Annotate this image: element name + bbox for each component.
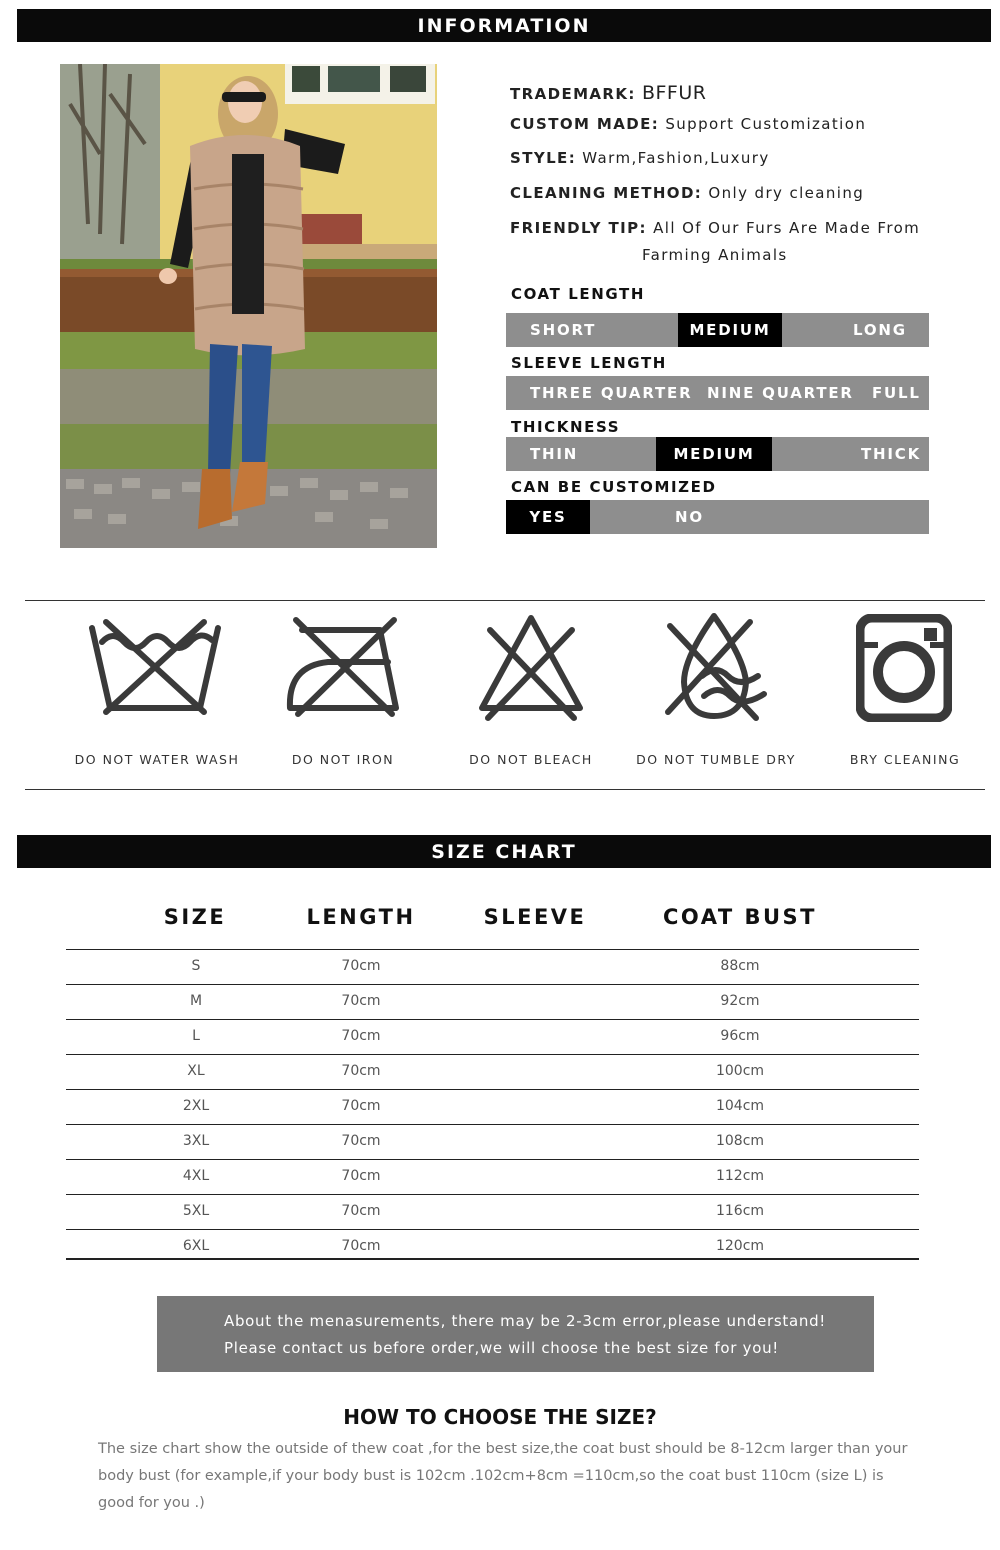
table-cell-sleeve — [455, 1055, 615, 1090]
care-label-no-bleach: DO NOT BLEACH — [469, 752, 593, 767]
table-cell-sleeve — [455, 1125, 615, 1160]
table-cell-sleeve — [455, 1020, 615, 1055]
thickness-option-thin[interactable]: THIN — [530, 445, 579, 463]
care-label-no-tumble-dry: DO NOT TUMBLE DRY — [636, 752, 796, 767]
table-cell-length: 70cm — [341, 1098, 381, 1114]
spec-friendly-tip-line2: Farming Animals — [642, 246, 788, 264]
spec-friendly-tip — [510, 219, 920, 237]
sleeve-length-title: SLEEVE LENGTH — [511, 354, 667, 372]
care-label-no-iron: DO NOT IRON — [291, 752, 395, 767]
customized-option-no[interactable]: NO — [675, 508, 704, 526]
table-cell-coat-bust: 100cm — [715, 1063, 765, 1079]
table-cell-sleeve — [455, 985, 615, 1020]
table-header-coat-bust: COAT BUST — [663, 905, 817, 929]
spec-trademark-value: BFFUR — [641, 82, 707, 104]
table-cell-length: 70cm — [341, 1238, 381, 1254]
table-cell-length: 70cm — [341, 993, 381, 1009]
table-row — [66, 1194, 919, 1229]
information-banner — [17, 9, 991, 42]
size-chart-title: SIZE CHART — [431, 840, 577, 863]
table-cell-length: 70cm — [341, 1028, 381, 1044]
table-cell-size: M — [189, 993, 203, 1009]
spec-custom-made-key: CUSTOM MADE: — [510, 115, 660, 133]
no-tumble-dry-icon — [664, 612, 772, 728]
no-bleach-icon — [476, 612, 586, 726]
product-photo — [60, 64, 437, 548]
how-to-line1: The size chart show the outside of thew coat ,for the best size,the coat bust should be 8-12cm larger than your — [98, 1441, 908, 1457]
table-header-length: LENGTH — [306, 905, 416, 929]
coat-length-title: COAT LENGTH — [511, 285, 646, 303]
measurement-note-line1: About the menasurements, there may be 2-3cm error,please understand! — [224, 1312, 827, 1330]
coat-length-option-short[interactable]: SHORT — [530, 321, 597, 339]
spec-style-key: STYLE: — [510, 149, 577, 167]
table-cell-size: 5XL — [182, 1203, 210, 1219]
thickness-title: THICKNESS — [511, 418, 621, 436]
table-header-sleeve: SLEEVE — [483, 905, 587, 929]
table-row — [66, 1019, 919, 1054]
table-row — [66, 1089, 919, 1124]
table-cell-sleeve — [455, 1090, 615, 1125]
how-to-title: HOW TO CHOOSE THE SIZE? — [343, 1405, 657, 1429]
coat-length-option-long[interactable]: LONG — [853, 321, 907, 339]
table-cell-sleeve — [455, 950, 615, 985]
table-cell-coat-bust: 120cm — [715, 1238, 765, 1254]
no-iron-icon — [284, 614, 402, 722]
coat-length-option-medium[interactable]: MEDIUM — [678, 313, 782, 347]
table-cell-sleeve — [455, 1195, 615, 1230]
spec-custom-made — [510, 115, 866, 133]
table-cell-coat-bust: 108cm — [715, 1133, 765, 1149]
table-cell-length: 70cm — [341, 1133, 381, 1149]
table-row — [66, 949, 919, 984]
spec-cleaning-value: Only dry cleaning — [708, 184, 865, 202]
table-cell-length: 70cm — [341, 1168, 381, 1184]
table-row — [66, 1054, 919, 1089]
table-cell-size: 4XL — [182, 1168, 210, 1184]
how-to-line2: body bust (for example,if your body bust is 102cm .102cm+8cm =110cm,so the coat bust 110cm (size L) is — [98, 1468, 884, 1484]
care-bottom-divider — [25, 789, 985, 790]
customized-selector — [506, 500, 929, 534]
spec-cleaning-key: CLEANING METHOD: — [510, 184, 703, 202]
table-cell-coat-bust: 88cm — [720, 958, 760, 974]
table-cell-coat-bust: 116cm — [715, 1203, 765, 1219]
sleeve-length-option-full[interactable]: FULL — [872, 384, 921, 402]
table-row — [66, 1159, 919, 1194]
spec-cleaning — [510, 184, 864, 202]
table-cell-size: 3XL — [182, 1133, 210, 1149]
size-table-bottom-border — [66, 1258, 919, 1260]
table-cell-size: 6XL — [182, 1238, 210, 1254]
care-top-divider — [25, 600, 985, 601]
customized-option-yes[interactable]: YES — [506, 500, 590, 534]
table-cell-coat-bust: 112cm — [715, 1168, 765, 1184]
spec-trademark — [510, 82, 706, 104]
table-cell-sleeve — [455, 1160, 615, 1195]
table-cell-size: S — [191, 958, 201, 974]
table-row — [66, 1124, 919, 1159]
coat-length-selector — [506, 313, 929, 347]
measurement-note — [157, 1296, 874, 1372]
sleeve-length-option-nine-quarter[interactable]: NINE QUARTER — [707, 384, 854, 402]
measurement-note-line2: Please contact us before order,we will choose the best size for you! — [224, 1339, 779, 1357]
table-cell-size: XL — [187, 1063, 205, 1079]
thickness-selector — [506, 437, 929, 471]
spec-custom-made-value: Support Customization — [665, 115, 867, 133]
spec-trademark-key: TRADEMARK: — [510, 85, 636, 103]
table-cell-coat-bust: 92cm — [720, 993, 760, 1009]
thickness-option-medium[interactable]: MEDIUM — [656, 437, 772, 471]
table-cell-sleeve — [455, 1230, 615, 1265]
size-chart-banner — [17, 835, 991, 868]
spec-friendly-tip-key: FRIENDLY TIP: — [510, 219, 647, 237]
dry-cleaning-icon — [856, 614, 952, 726]
spec-friendly-tip-line1: All Of Our Furs Are Made From — [653, 219, 921, 237]
table-cell-coat-bust: 96cm — [720, 1028, 760, 1044]
table-cell-length: 70cm — [341, 1203, 381, 1219]
how-to-line3: good for you .) — [98, 1495, 205, 1511]
table-row — [66, 984, 919, 1019]
spec-style — [510, 149, 770, 167]
customized-title: CAN BE CUSTOMIZED — [511, 478, 717, 496]
no-wash-icon — [88, 612, 222, 722]
information-title: INFORMATION — [417, 14, 591, 37]
sleeve-length-option-three-quarter[interactable]: THREE QUARTER — [530, 384, 693, 402]
table-cell-coat-bust: 104cm — [715, 1098, 765, 1114]
spec-style-value: Warm,Fashion,Luxury — [582, 149, 770, 167]
thickness-option-thick[interactable]: THICK — [861, 445, 921, 463]
table-header-size: SIZE — [163, 905, 227, 929]
care-label-no-wash: DO NOT WATER WASH — [74, 752, 240, 767]
table-cell-size: 2XL — [182, 1098, 210, 1114]
sleeve-length-selector — [506, 376, 929, 410]
table-cell-length: 70cm — [341, 958, 381, 974]
table-cell-size: L — [192, 1028, 200, 1044]
spec-friendly-tip-continued — [642, 246, 788, 264]
table-cell-length: 70cm — [341, 1063, 381, 1079]
care-label-dry-cleaning: BRY CLEANING — [849, 752, 961, 767]
how-to-body — [98, 1436, 908, 1517]
